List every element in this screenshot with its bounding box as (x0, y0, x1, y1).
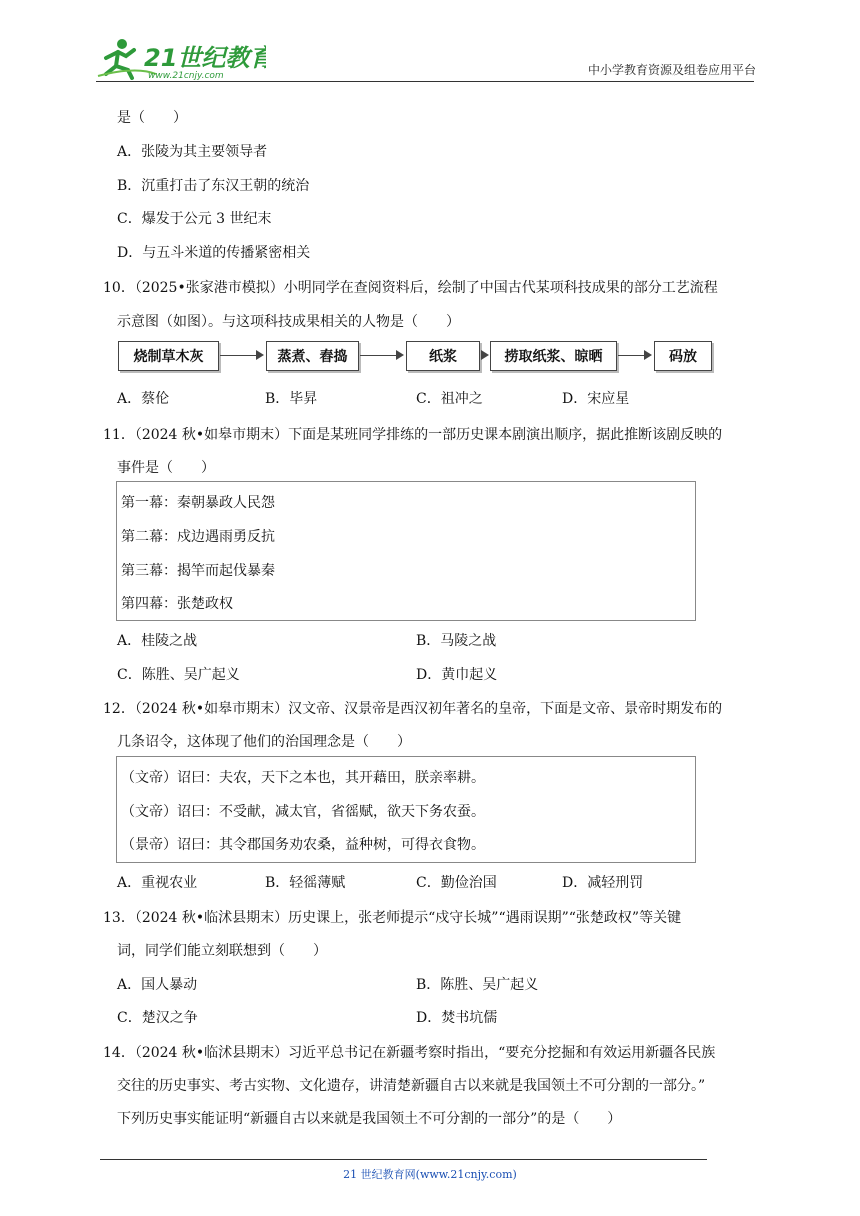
q13-option-a[interactable]: A．国人暴动 (117, 977, 198, 993)
flow-arrowhead-2 (396, 350, 404, 360)
q13-stem-line1: 13．（2024 秋•临沭县期末）历史课上，张老师提示“戍守长城”“遇雨误期”“张楚政权”等关键 (103, 910, 682, 926)
flow-step-1: 烧制草木灰 (118, 341, 219, 371)
flow-arrow-4 (618, 355, 644, 356)
q10-option-b[interactable]: B．毕昇 (265, 391, 318, 407)
q10-option-a[interactable]: A．蔡伦 (117, 391, 170, 407)
flow-arrowhead-4 (644, 350, 652, 360)
q13-option-b[interactable]: B．陈胜、吴广起义 (416, 977, 539, 993)
q9-option-b[interactable]: B．沉重打击了东汉王朝的统治 (117, 178, 310, 194)
flow-step-4: 捞取纸浆、晾晒 (490, 341, 617, 371)
q12-stem-line1: 12．（2024 秋•如皋市期末）汉文帝、汉景帝是西汉初年著名的皇帝，下面是文帝、景帝时期发布的 (103, 701, 723, 717)
logo-wordmark: 21世纪教育 (144, 44, 266, 72)
q10-option-c[interactable]: C．祖冲之 (416, 391, 483, 407)
flow-step-2: 蒸煮、舂捣 (266, 341, 359, 371)
q9-option-c[interactable]: C．爆发于公元 3 世纪末 (117, 211, 272, 227)
q14-stem-line3: 下列历史事实能证明“新疆自古以来就是我国领土不可分割的一部分”的是（ ） (117, 1111, 622, 1127)
q13-option-c[interactable]: C．楚汉之争 (117, 1010, 198, 1026)
q11-option-a[interactable]: A．桂陵之战 (117, 633, 198, 649)
site-logo (96, 36, 266, 80)
q12-edict-3: （景帝）诏曰：其令郡国务劝农桑，益种树，可得衣食物。 (121, 837, 485, 853)
q11-stem-line2: 事件是（ ） (117, 460, 215, 476)
q10-stem-line1: 10．（2025•张家港市模拟）小明同学在查阅资料后，绘制了中国古代某项科技成果的部分工艺流程 (103, 280, 718, 296)
header-divider (96, 81, 754, 82)
q11-option-b[interactable]: B．马陵之战 (416, 633, 497, 649)
q11-option-d[interactable]: D．黄巾起义 (416, 667, 498, 683)
flow-step-3: 纸浆 (406, 341, 480, 371)
q11-stem-line1: 11．（2024 秋•如皋市期末）下面是某班同学排练的一部历史课本剧演出顺序，据此推断该剧反映的 (103, 427, 723, 443)
q9-tail: 是（ ） (117, 110, 187, 126)
q12-stem-line2: 几条诏令，这体现了他们的治国理念是（ ） (117, 734, 411, 750)
q14-stem-line2: 交往的历史事实、考古实物、文化遗存，讲清楚新疆自古以来就是我国领土不可分割的一部分。” (117, 1078, 706, 1094)
flow-step-5: 码放 (654, 341, 712, 371)
q12-option-d[interactable]: D．减轻刑罚 (562, 875, 644, 891)
q12-option-c[interactable]: C．勤俭治国 (416, 875, 497, 891)
q11-scene-1: 第一幕：秦朝暴政人民怨 (121, 495, 275, 511)
q11-scene-box (116, 481, 696, 621)
q9-option-d[interactable]: D．与五斗米道的传播紧密相关 (117, 245, 311, 261)
flow-arrowhead-1 (256, 350, 264, 360)
q12-option-a[interactable]: A．重视农业 (117, 875, 198, 891)
logo-url: www.21cnjy.com (148, 71, 224, 80)
q11-option-c[interactable]: C．陈胜、吴广起义 (117, 667, 240, 683)
q13-option-d[interactable]: D．焚书坑儒 (416, 1010, 498, 1026)
flow-arrowhead-3 (481, 350, 489, 360)
q9-option-a[interactable]: A．张陵为其主要领导者 (117, 144, 268, 160)
footer-divider (100, 1159, 707, 1160)
q10-stem-line2: 示意图（如图）。与这项科技成果相关的人物是（ ） (117, 314, 460, 330)
q12-edict-1: （文帝）诏曰：夫农，天下之本也，其开藉田，朕亲率耕。 (121, 770, 485, 786)
flow-arrow-2 (360, 355, 396, 356)
footer-link[interactable]: 21 世纪教育网(www.21cnjy.com) (343, 1168, 517, 1181)
q12-edict-2: （文帝）诏曰：不受献，减太官，省徭赋，欲天下务农蚕。 (121, 804, 485, 820)
q11-scene-4: 第四幕：张楚政权 (121, 596, 233, 612)
q12-option-b[interactable]: B．轻徭薄赋 (265, 875, 346, 891)
q10-option-d[interactable]: D．宋应星 (562, 391, 630, 407)
q13-stem-line2: 词，同学们能立刻联想到（ ） (117, 943, 327, 959)
flow-arrow-1 (220, 355, 256, 356)
runner-logo-icon (96, 36, 266, 80)
q14-stem-line1: 14．（2024 秋•临沭县期末）习近平总书记在新疆考察时指出，“要充分挖掘和有效运用新疆各民族 (103, 1045, 716, 1061)
q12-edict-box (116, 756, 696, 863)
q11-scene-2: 第二幕：戍边遇雨勇反抗 (121, 529, 275, 545)
q11-scene-3: 第三幕：揭竿而起伐暴秦 (121, 563, 275, 579)
platform-name: 中小学教育资源及组卷应用平台 (587, 63, 756, 77)
